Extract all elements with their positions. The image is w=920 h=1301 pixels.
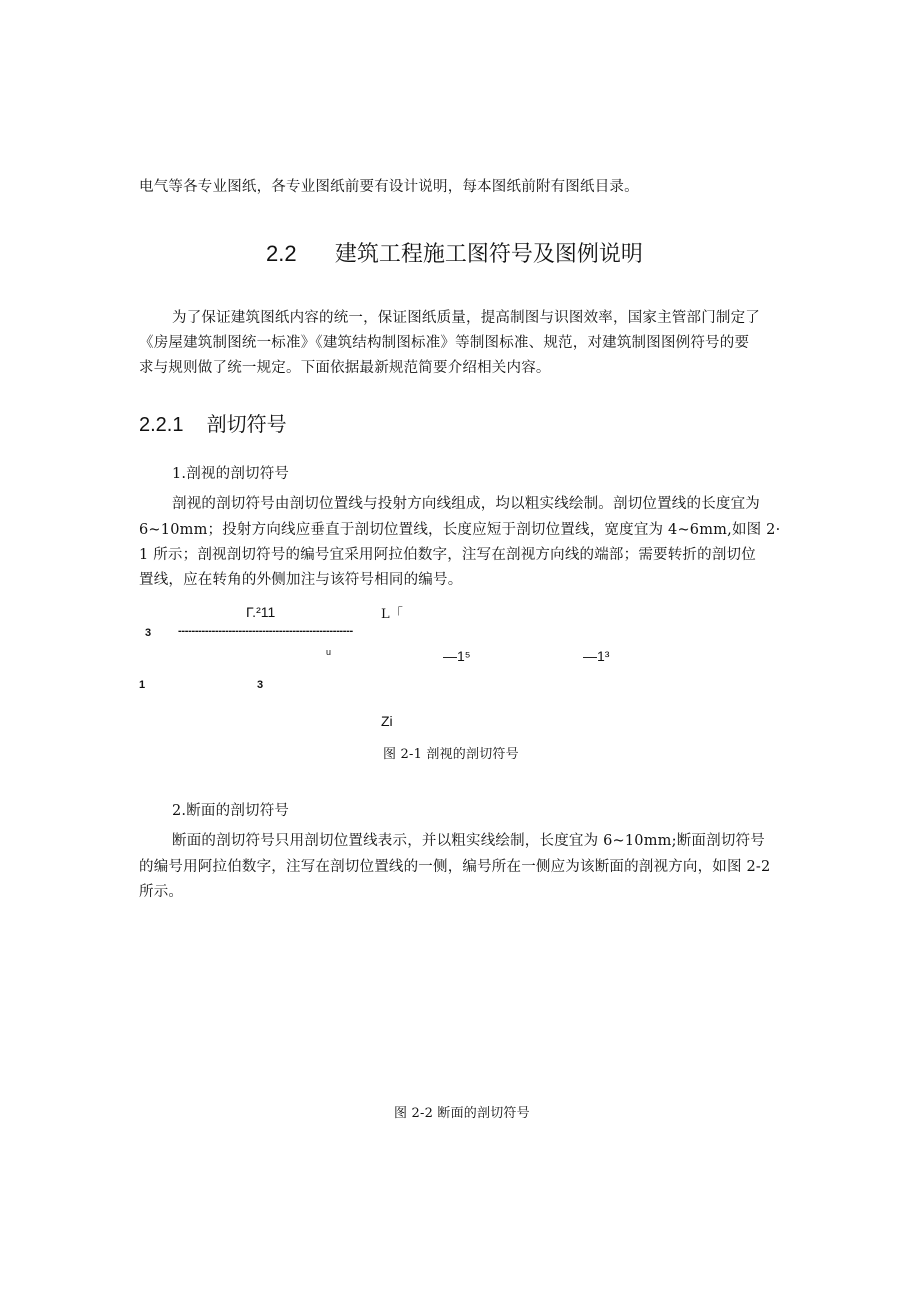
- subsection-heading: [139, 408, 287, 437]
- fig1-label-l: L「: [381, 607, 404, 622]
- intro-line-3: 求与规则做了统一规定。下面依据最新规范简要介绍相关内容。: [139, 360, 551, 376]
- figure-2-1-caption: 图 2-1 剖视的剖切符号: [383, 747, 519, 762]
- item2-line-3: 所示。: [139, 884, 184, 900]
- item2-line-1: 断面的剖切符号只用剖切位置线表示，并以粗实线绘制，长度宜为 6~10mm;断面剖切符号: [172, 833, 765, 849]
- item1-line-1: 剖视的剖切符号由剖切位置线与投射方向线组成，均以粗实线绘制。剖切位置线的长度宜为: [172, 496, 760, 512]
- fig1-label-15: —1⁵: [443, 648, 471, 664]
- intro-line-2: 《房屋建筑制图统一标准》《建筑结构制图标准》等制图标准、规范，对建筑制图图例符号的要: [139, 335, 750, 351]
- item1-line-3: 1 所示；剖视剖切符号的编号宜采用阿拉伯数字，注写在剖视方向线的端部；需要转折的剖切位: [139, 547, 756, 563]
- section-heading: [266, 237, 643, 268]
- section-title: 建筑工程施工图符号及图例说明: [334, 241, 643, 266]
- fig1-dash-line: ----------------------------------------------------: [178, 625, 353, 637]
- continuation-text: 电气等各专业图纸，各专业图纸前要有设计说明，每本图纸前附有图纸目录。: [139, 179, 639, 195]
- section-number: 2.2: [266, 241, 297, 266]
- item1-heading: 1.剖视的剖切符号: [172, 466, 290, 482]
- item2-line-2: 的编号用阿拉伯数字，注写在剖切位置线的一侧，编号所在一侧应为该断面的剖视方向，如图 2-2: [139, 859, 771, 875]
- item2-heading: 2.断面的剖切符号: [172, 803, 290, 819]
- fig1-label-r211: Γ.²11: [246, 604, 276, 620]
- item1-line-4: 置线，应在转角的外侧加注与该符号相同的编号。: [139, 572, 463, 588]
- subsection-title: 剖切符号: [206, 414, 287, 436]
- fig1-label-u: u: [326, 647, 332, 657]
- fig1-label-zi: Zi: [381, 713, 393, 729]
- subsection-number: 2.2.1: [139, 414, 184, 436]
- intro-line-1: 为了保证建筑图纸内容的统一，保证图纸质量，提高制图与识图效率，国家主管部门制定了: [172, 310, 760, 326]
- fig1-label-13: —1³: [583, 648, 610, 664]
- item1-line-2: 6~10mm；投射方向线应垂直于剖切位置线，长度应短于剖切位置线，宽度宜为 4~6mm,如图 2·: [139, 522, 781, 538]
- fig1-label-1: 1: [139, 679, 146, 691]
- fig1-label-3b: 3: [257, 679, 264, 691]
- figure-2-2-caption: 图 2-2 断面的剖切符号: [394, 1106, 530, 1121]
- fig1-label-3a: 3: [145, 627, 152, 639]
